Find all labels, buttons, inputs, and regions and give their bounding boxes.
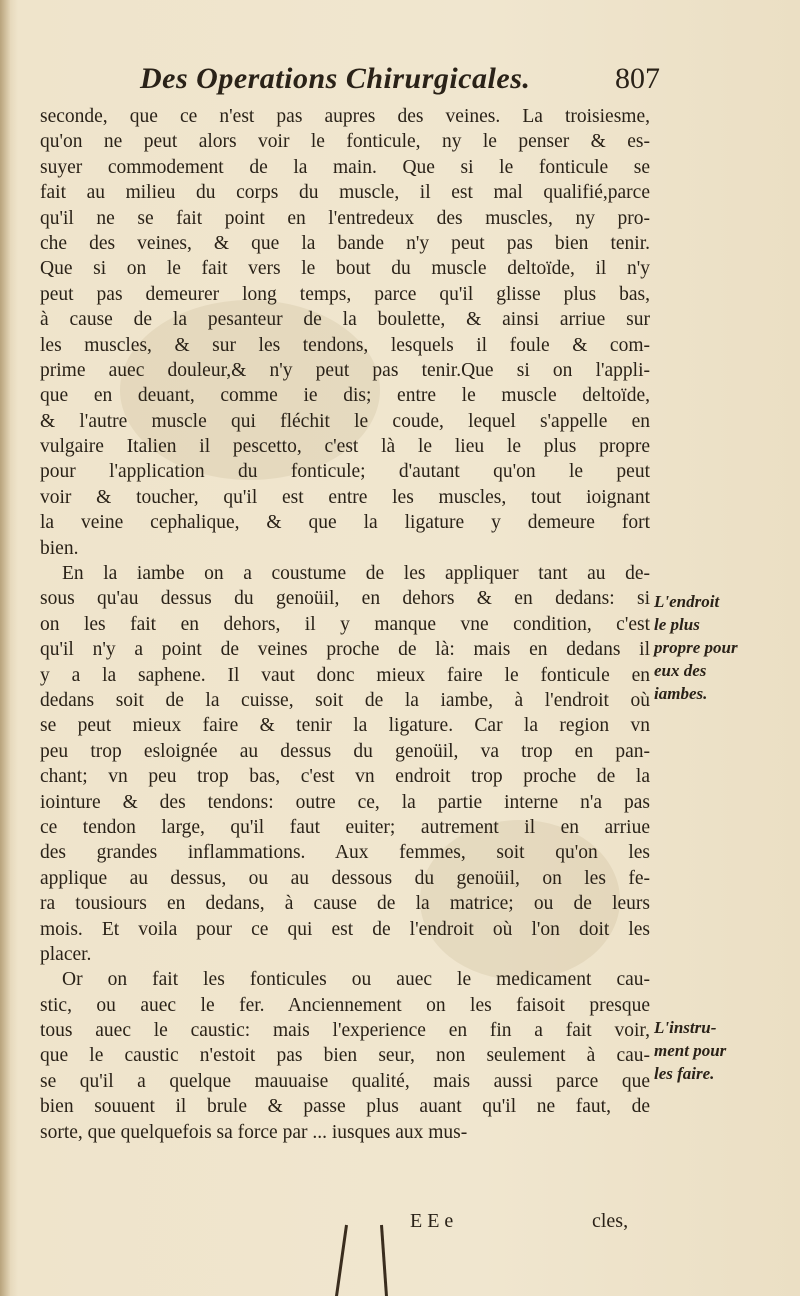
text-line: qu'il n'y a point de veines proche de là: mais en dedans il	[40, 639, 650, 661]
text-line: on les fait en dehors, il y manque vne condition, c'est	[40, 613, 650, 635]
text-line: Or on fait les fonticules ou auec le medicament cau-	[62, 969, 650, 991]
text-line: seconde, que ce n'est pas aupres des veines. La troisiesme,	[40, 106, 650, 127]
margin-note-endroit	[654, 590, 774, 705]
text-line: les muscles, & sur les tendons, lesquels il foule & com-	[40, 334, 650, 356]
text-line: bien souuent il brule & passe plus auant qu'il ne faut, de	[40, 1096, 650, 1118]
text-line: ce tendon large, qu'il faut euiter; autrement il en arriue	[40, 816, 650, 838]
margin-note-line: le plus	[654, 615, 700, 634]
text-line: iointure & des tendons: outre ce, la partie interne n'a pas	[40, 791, 650, 813]
text-line: vulgaire Italien il pescetto, c'est là le lieu le plus propre	[40, 436, 650, 458]
text-line: qu'il ne se fait point en l'entredeux des muscles, ny pro-	[40, 207, 650, 229]
text-line: peut pas demeurer long temps, parce qu'il glisse plus bas,	[40, 283, 650, 305]
margin-note-line: iambes.	[654, 684, 708, 703]
signature-mark: E E e	[410, 1210, 454, 1232]
text-line: voir & toucher, qu'il est entre les muscles, tout ioignant	[40, 486, 650, 508]
margin-note-line: L'instru-	[654, 1018, 717, 1037]
text-line: applique au dessus, ou au dessous du genoüil, on les fe-	[40, 867, 650, 889]
text-line: qu'on ne peut alors voir le fonticule, ny le penser & es-	[40, 131, 650, 153]
text-line: la veine cephalique, & que la ligature y demeure fort	[40, 512, 650, 534]
text-line: sous qu'au dessus du genoüil, en dehors & en dedans: si	[40, 588, 650, 610]
text-line: suyer commodement de la main. Que si le fonticule se	[40, 156, 650, 178]
text-line: bien.	[40, 537, 79, 559]
text-line: se qu'il a quelque mauuaise qualité, mais aussi parce que	[40, 1070, 650, 1092]
text-line: que en deuant, comme ie dis; entre le muscle deltoïde,	[40, 385, 650, 407]
text-line: ra tousiours en dedans, à cause de la matrice; ou de leurs	[40, 893, 650, 915]
text-line: En la iambe on a coustume de les appliquer tant au de-	[62, 563, 650, 585]
text-line: des grandes inflammations. Aux femmes, soit qu'on les	[40, 842, 650, 864]
text-line: tous auec le caustic: mais l'experience en fin a fait voir,	[40, 1020, 650, 1042]
page-edge	[0, 0, 10, 1296]
text-line: dedans soit de la cuisse, soit de la iambe, à l'endroit où	[40, 689, 650, 711]
text-line: que le caustic n'estoit pas bien seur, non seulement à cau-	[40, 1045, 650, 1067]
catchword: cles,	[592, 1210, 629, 1232]
margin-note-line: L'endroit	[654, 592, 720, 611]
text-line: y a la saphene. Il vaut donc mieux faire le fonticule en	[40, 664, 650, 686]
body-text	[40, 104, 650, 1145]
margin-note-line: eux des	[654, 661, 707, 680]
page-header	[140, 62, 660, 106]
text-line: chant; vn peu trop bas, c'est vn endroit trop proche de la	[40, 766, 650, 788]
text-line: stic, ou auec le fer. Anciennement on les faisoit presque	[40, 994, 650, 1016]
text-line: fait au milieu du corps du muscle, il est mal qualifié,parce	[40, 182, 650, 204]
binding-thread	[380, 1225, 388, 1296]
margin-note-line: propre pour	[654, 638, 738, 657]
text-line: placer.	[40, 943, 92, 965]
text-line: mois. Et voila pour ce qui est de l'endroit où l'on doit les	[40, 918, 650, 940]
margin-note-instrument	[654, 1016, 774, 1085]
text-line: Que si on le fait vers le bout du muscle deltoïde, il n'y	[40, 258, 650, 280]
text-line: sorte, que quelquefois sa force par ... iusques aux mus-	[40, 1121, 468, 1143]
page-number: 807	[615, 62, 660, 95]
text-line: se peut mieux faire & tenir la ligature. Car la region vn	[40, 715, 650, 737]
text-line: prime auec douleur,& n'y peut pas tenir.Que si on l'appli-	[40, 359, 650, 381]
running-head: Des Operations Chirurgicales.	[140, 62, 531, 95]
margin-note-line: ment pour	[654, 1041, 727, 1060]
text-line: pour l'application du fonticule; d'autant qu'on le peut	[40, 461, 650, 483]
binding-thread	[335, 1225, 348, 1296]
margin-note-line: les faire.	[654, 1064, 715, 1083]
text-line: & l'autre muscle qui fléchit le coude, lequel s'appelle en	[40, 410, 650, 432]
text-line: peu trop esloignée au dessus du genoüil, va trop en pan-	[40, 740, 650, 762]
text-line: che des veines, & que la bande n'y peut pas bien tenir.	[40, 232, 650, 254]
text-line: à cause de la pesanteur de la boulette, & ainsi arriue sur	[40, 309, 650, 331]
